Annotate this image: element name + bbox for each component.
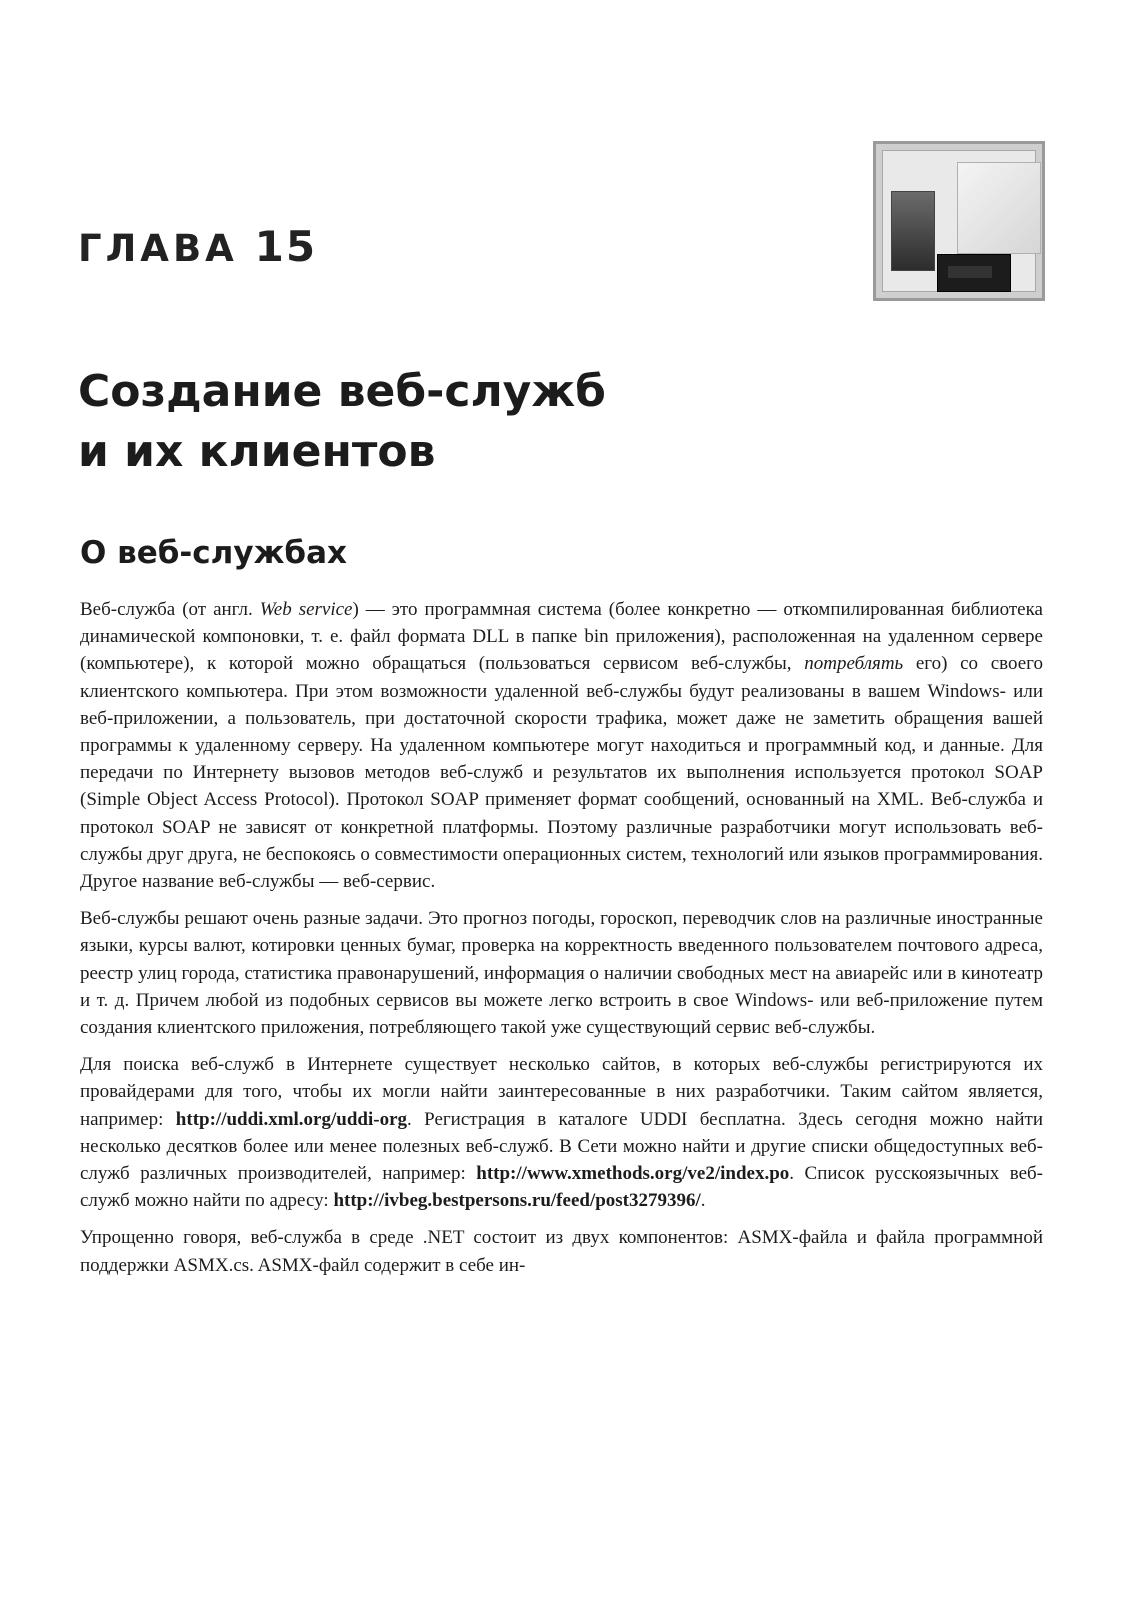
body-text — [80, 596, 1043, 1289]
term-consume: потреблять — [804, 653, 904, 675]
chapter-title — [78, 362, 606, 482]
chapter-label — [78, 222, 317, 271]
paragraph-1-text-e: его) со своего клиентского компьютера. При этом возможности удаленной веб-службы будут реализованы в вашем Windows- или веб-приложении, а пользователь, при достаточной скорости трафика, может даже не заметить обращения вашей программы к удаленному серверу. На удаленном компьютере могут находиться и программный код, и данные. Для передачи по Интернету вызовов методов веб-служб и результатов их выполнения используется протокол SOAP (Simple Object Access Protocol). Протокол SOAP применяет формат сообщений, основанный на XML. Веб-служба и протокол SOAP не зависят от конкретной платформы. Поэтому различные разработчики могут использовать веб-службы друг друга, не беспокоясь о совместимости операционных систем, технологий или языков программирования. Другое название веб-службы — веб-сервис. — [80, 653, 1043, 893]
paragraph-1-text-a: Веб-служба (от англ. — [80, 599, 260, 620]
link-xmethods[interactable]: http://www.xmethods.org/ve2/index.po — [476, 1163, 790, 1185]
emblem-dark-block — [891, 191, 935, 271]
emblem-black-block-detail — [948, 266, 992, 278]
paragraph-2: Веб-службы решают очень разные задачи. Это прогноз погоды, гороскоп, переводчик слов на различные иностранные языки, курсы валют, котировки ценных бумаг, проверка на корректность введенного пользователем почтового адреса, реестр улиц города, статистика правонарушений, информация о наличии свободных мест на авиарейс или в кинотеатр и т. д. Причем любой из подобных сервисов вы можете легко встроить в свое Windows- или веб-приложение путем создания клиентского приложения, потребляющего такой уже существующий сервис веб-службы. — [80, 908, 1043, 1039]
paragraph-3-text-a: Для поиска веб-служб в Интернете существует несколько сайтов, в которых веб-службы регистрируются их провайдерами для того, чтобы их могли найти заинтересованные в них разработчики. Таким сайтом является, например: — [80, 1054, 1043, 1130]
emblem-black-block — [937, 254, 1011, 292]
section-title: О веб-службах — [80, 535, 347, 571]
chapter-number: 15 — [254, 222, 318, 271]
emblem-light-block — [957, 162, 1041, 254]
paragraph-1 — [80, 596, 1043, 895]
chapter-title-line-1: Создание веб-служб — [78, 366, 606, 417]
term-web-service: Web service — [259, 599, 353, 620]
emblem-frame — [882, 150, 1036, 292]
link-uddi[interactable]: http://uddi.xml.org/uddi-org — [175, 1108, 408, 1130]
chapter-emblem-image — [873, 141, 1045, 301]
chapter-word: ГЛАВА — [78, 227, 238, 270]
paragraph-4: Упрощенно говоря, веб-служба в среде .NET состоит из двух компонентов: ASMX-файла и файла программной поддержки ASMX.cs. ASMX-файл содержит в себе ин- — [80, 1227, 1043, 1276]
paragraph-3-text-c: . Список русскоязычных веб-служб можно найти по адресу: — [80, 1163, 1044, 1212]
paragraph-3-text-d: . — [700, 1190, 706, 1212]
link-bestpersons[interactable]: http://ivbeg.bestpersons.ru/feed/post3279396/ — [333, 1190, 701, 1212]
chapter-title-line-2: и их клиентов — [78, 426, 436, 477]
paragraph-3 — [80, 1051, 1043, 1214]
paragraph-1-text-c: ) — это программная система (более конкретно — откомпилированная библиотека динамической компоновки, т. е. файл формата DLL в папке bin приложения), расположенная на удаленном сервере (компьютере), к которой можно обращаться (пользоваться сервисом веб-службы, — [80, 599, 1043, 675]
paragraph-3-text-b: . Регистрация в каталоге UDDI бесплатна. Здесь сегодня можно найти несколько десятков более или менее полезных веб-служб. В Сети можно найти и другие списки общедоступных веб-служб различных производителей, например: — [80, 1108, 1044, 1185]
